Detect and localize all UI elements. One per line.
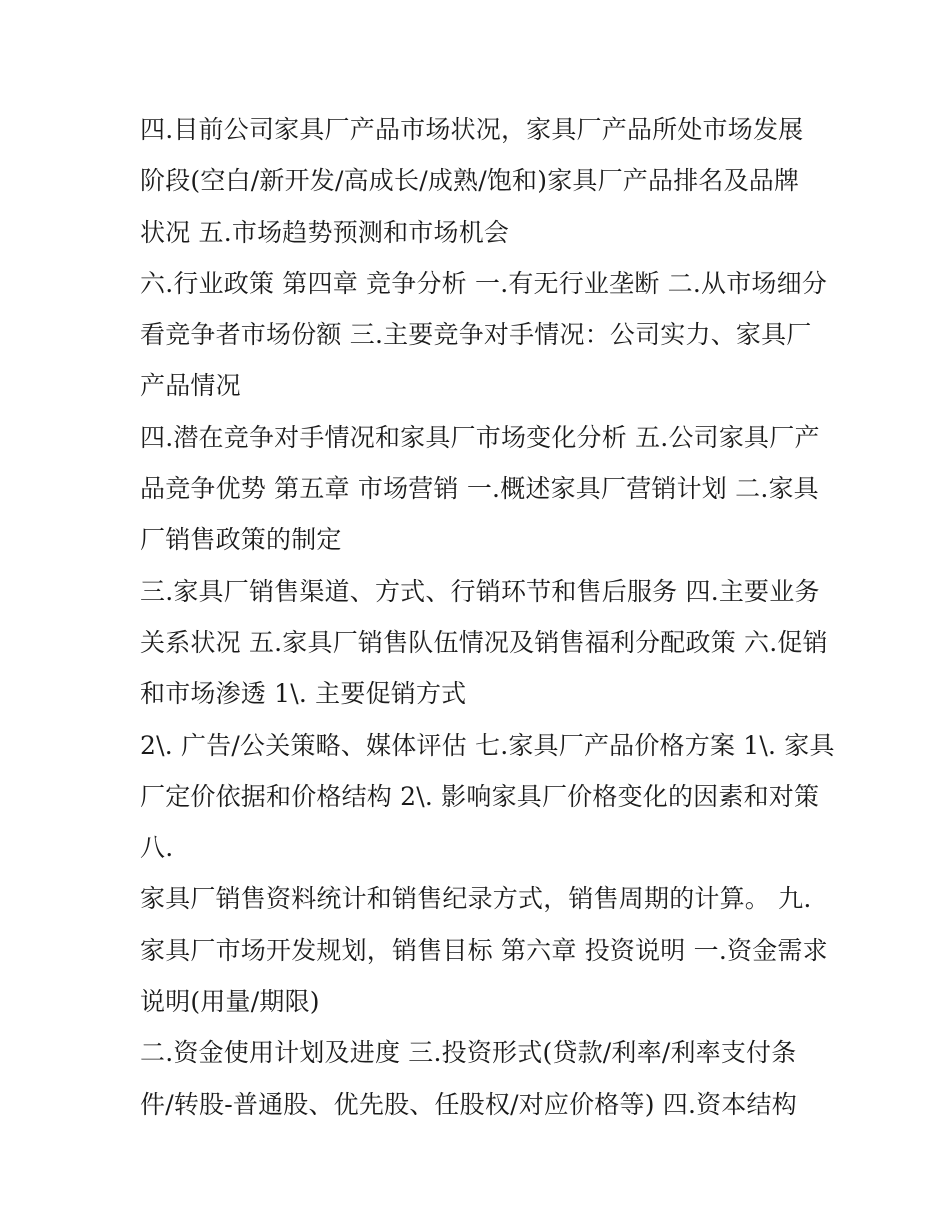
text-line: 三.家具厂销售渠道、方式、行销环节和售后服务 四.主要业务 <box>140 576 820 606</box>
document-body <box>140 104 835 1130</box>
text-line: 和市场渗透 1\. 主要促销方式 <box>140 679 467 709</box>
text-line: 品竞争优势 第五章 市场营销 一.概述家具厂营销计划 二.家具 <box>140 474 819 504</box>
text-line: 六.行业政策 第四章 竞争分析 一.有无行业垄断 二.从市场细分 <box>140 268 828 298</box>
text-line: 厂定价依据和价格结构 2\. 影响家具厂价格变化的因素和对策 <box>140 781 820 811</box>
text-line: 家具厂市场开发规划，销售目标 第六章 投资说明 一.资金需求 <box>140 935 828 965</box>
text-line: 看竞争者市场份额 三.主要竞争对手情况：公司实力、家具厂 <box>140 320 812 350</box>
text-line: 八. <box>140 833 174 863</box>
text-line: 厂销售政策的制定 <box>140 525 342 555</box>
text-line: 产品情况 <box>140 371 241 401</box>
text-line: 阶段(空白/新开发/高成长/成熟/饱和)家具厂产品排名及品牌 <box>140 166 800 196</box>
text-line: 家具厂销售资料统计和销售纪录方式，销售周期的计算。 九. <box>140 884 812 914</box>
text-line: 四.目前公司家具厂产品市场状况，家具厂产品所处市场发展 <box>140 115 804 144</box>
text-line: 件/转股-普通股、优先股、任股权/对应价格等) 四.资本结构 <box>140 1089 797 1119</box>
text-line: 四.潜在竞争对手情况和家具厂市场变化分析 五.公司家具厂产 <box>140 422 820 452</box>
text-line: 说明(用量/期限) <box>140 987 320 1017</box>
text-line: 状况 五.市场趋势预测和市场机会 <box>140 217 510 247</box>
text-line: 2\. 广告/公关策略、媒体评估 七.家具厂产品价格方案 1\. 家具 <box>140 730 835 760</box>
text-line: 关系状况 五.家具厂销售队伍情况及销售福利分配政策 六.促销 <box>140 627 828 657</box>
text-line: 二.资金使用计划及进度 三.投资形式(贷款/利率/利率支付条 <box>140 1038 797 1068</box>
